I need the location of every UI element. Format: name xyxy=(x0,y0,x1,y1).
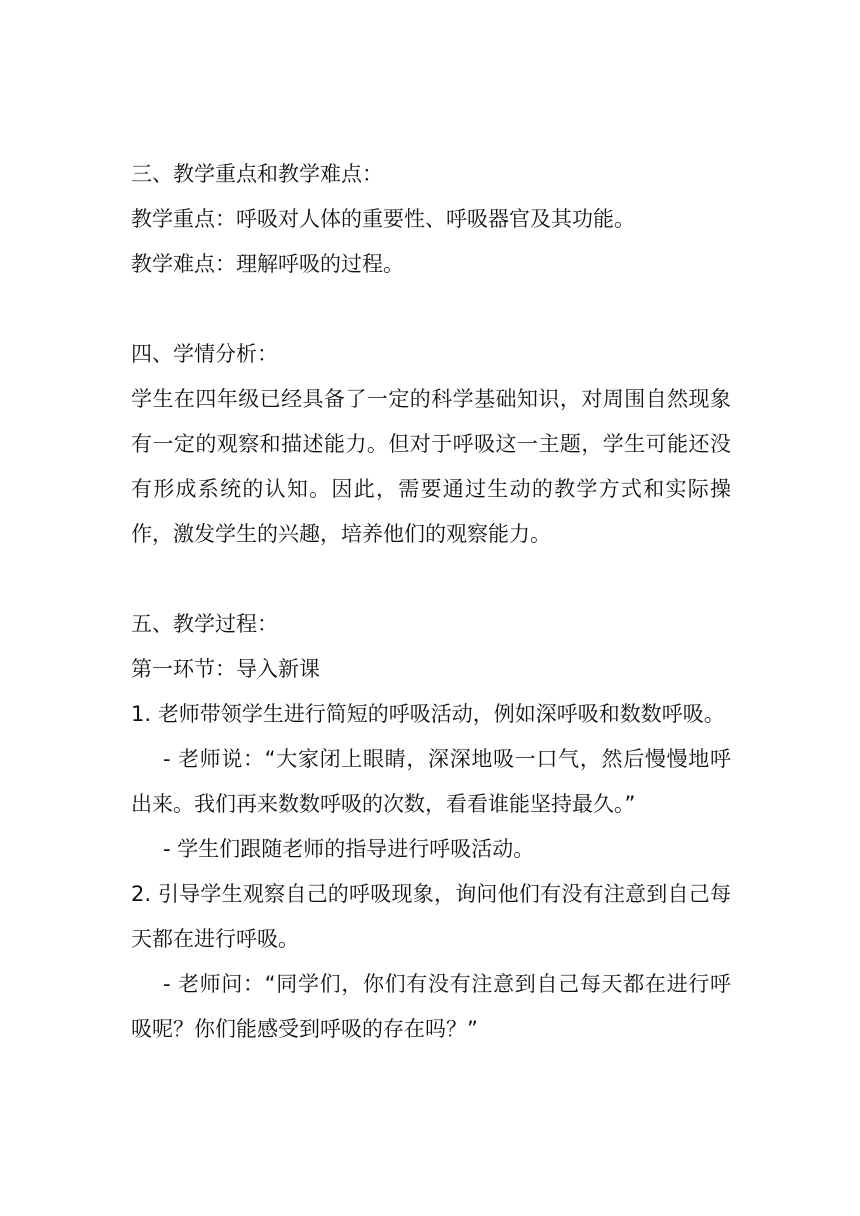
section-heading-learner-analysis: 四、学情分析： xyxy=(131,342,278,366)
document-body xyxy=(131,152,731,1052)
section-heading-teaching-process: 五、教学过程： xyxy=(131,612,278,636)
learner-analysis-paragraph: 学生在四年级已经具备了一定的科学基础知识，对周围自然现象有一定的观察和描述能力。但对于呼吸这一主题，学生可能还没有形成系统的认知。因此，需要通过生动的教学方式和实际操作，激发学生的兴趣，培养他们的观察能力。 xyxy=(131,387,731,546)
list-sub-item: - 老师说：“大家闭上眼睛，深深地吸一口气，然后慢慢地呼出来。我们再来数数呼吸的次数，看看谁能坚持最久。” xyxy=(131,747,731,816)
list-item: 1. 老师带领学生进行简短的呼吸活动，例如深呼吸和数数呼吸。 xyxy=(131,702,725,726)
list-sub-item: - 学生们跟随老师的指导进行呼吸活动。 xyxy=(163,837,535,861)
paragraph-spacer xyxy=(131,557,731,602)
list-item: 2. 引导学生观察自己的呼吸现象，询问他们有没有注意到自己每天都在进行呼吸。 xyxy=(131,882,731,951)
paragraph-spacer xyxy=(131,287,731,332)
difficulty-text: 教学难点：理解呼吸的过程。 xyxy=(131,252,404,276)
section-heading-key-points: 三、教学重点和教学难点： xyxy=(131,162,383,186)
key-point-text: 教学重点：呼吸对人体的重要性、呼吸器官及其功能。 xyxy=(131,207,635,231)
stage-title: 第一环节：导入新课 xyxy=(131,657,320,681)
list-sub-item: - 老师问：“同学们，你们有没有注意到自己每天都在进行呼吸呢？你们能感受到呼吸的存在吗？” xyxy=(131,972,731,1041)
